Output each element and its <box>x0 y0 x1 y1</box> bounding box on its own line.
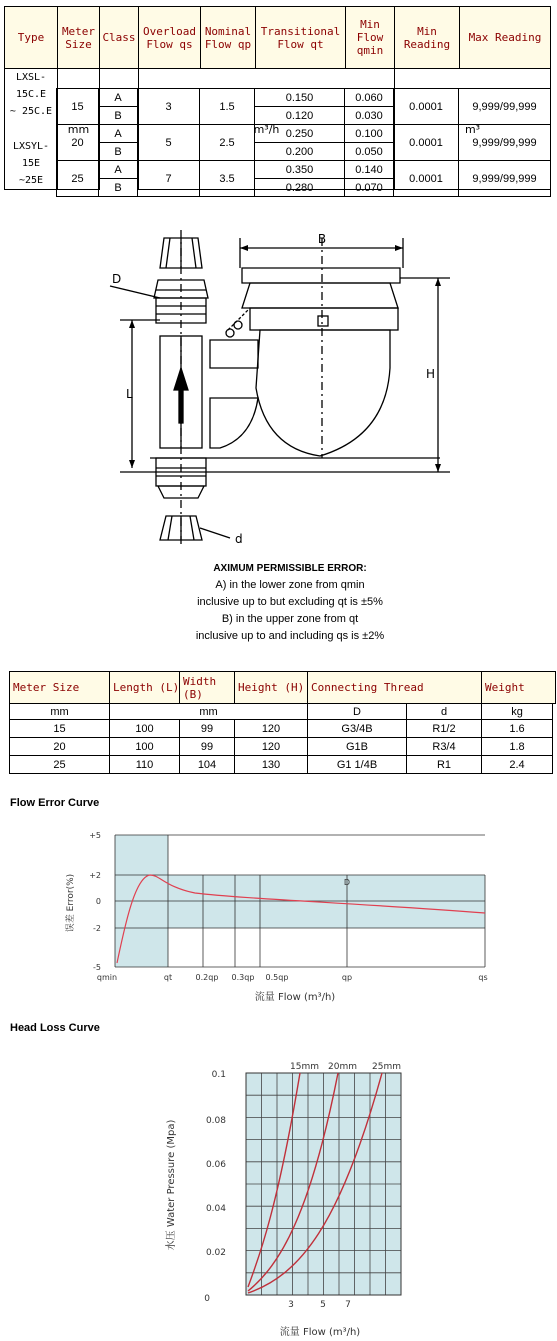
y-tick-01: 0.1 <box>211 1070 226 1080</box>
y-tick-m5: -5 <box>93 963 101 972</box>
spec-cell-min-flow: 0.050 <box>344 142 394 161</box>
dim-header-width: Width (B) <box>179 671 238 704</box>
dim-header-thread: Connecting Thread <box>307 671 485 704</box>
spec-cell-max-reading: 9,999/99,999 <box>458 160 551 197</box>
spec-cell-max-reading: 9,999/99,999 <box>458 124 551 161</box>
dim-cell-D: G1B <box>307 737 407 756</box>
spec-cell-min-flow: 0.140 <box>344 160 394 179</box>
header-nominal-flow: Nominal Flow qp <box>201 7 256 69</box>
type-cell: LXSL- 15C.E ~ 25C.E LXSYL- 15E ~25E <box>5 69 58 190</box>
y-tick-0: 0 <box>204 1294 210 1304</box>
max-error-line-1: A) in the lower zone from qmin <box>215 579 365 591</box>
spec-cell-transitional-flow: 0.120 <box>254 106 345 125</box>
y-tick-008: 0.08 <box>205 1116 226 1126</box>
dim-cell-height: 130 <box>234 755 308 774</box>
dim-cell-weight: 1.6 <box>481 719 553 738</box>
max-error-line-4: inclusive up to and including qs is ±2% <box>195 630 385 642</box>
spec-cell-transitional-flow: 0.280 <box>254 178 345 197</box>
dim-header-length: Length (L) <box>109 671 183 704</box>
spec-cell-overload-flow: 3 <box>137 88 200 125</box>
dim-cell-length: 100 <box>109 719 180 738</box>
header-type: Type <box>5 7 58 69</box>
series-label-20mm: 20mm <box>328 1062 357 1072</box>
spec-cell-class: B <box>98 106 138 125</box>
label-h: H <box>426 367 436 381</box>
dim-unit-size: mm <box>9 703 110 720</box>
max-error-title: AXIMUM PERMISSIBLE ERROR: <box>213 563 367 574</box>
dim-cell-length: 100 <box>109 737 180 756</box>
head-loss-xlabel: 流量 Flow (m³/h) <box>279 1327 361 1338</box>
spec-cell-class: B <box>98 178 138 197</box>
dim-header-height: Height (H) <box>234 671 311 704</box>
header-transitional-flow: Transitional Flow qt <box>256 7 346 69</box>
header-class: Class <box>100 7 139 69</box>
spec-cell-transitional-flow: 0.250 <box>254 124 345 143</box>
dim-cell-size: 25 <box>9 755 110 774</box>
label-l: L <box>126 387 133 401</box>
dim-unit-D: D <box>307 703 407 720</box>
x-tick-7: 7 <box>345 1300 351 1310</box>
spec-cell-class: A <box>98 124 138 143</box>
x-tick-qs: qs <box>478 973 488 982</box>
max-error-line-3: B) in the upper zone from qt <box>221 613 359 625</box>
spec-cell-min-flow: 0.030 <box>344 106 394 125</box>
spec-cell-min-reading: 0.0001 <box>393 160 459 197</box>
dim-unit-weight: kg <box>481 703 553 720</box>
dim-cell-height: 120 <box>234 719 308 738</box>
x-tick-3: 3 <box>288 1300 294 1310</box>
y-tick-002: 0.02 <box>205 1248 226 1258</box>
spec-cell-min-reading: 0.0001 <box>393 88 459 125</box>
label-b: B <box>317 232 327 246</box>
spec-cell-meter-size: 25 <box>56 160 99 197</box>
flow-error-title: Flow Error Curve <box>10 797 100 809</box>
dim-unit-mm: mm <box>109 703 308 720</box>
flow-error-chart <box>55 825 495 1010</box>
dim-header-meter-size: Meter Size <box>9 671 113 704</box>
y-tick-m2: -2 <box>93 924 101 933</box>
spec-cell-nominal-flow: 3.5 <box>199 160 255 197</box>
spec-cell-max-reading: 9,999/99,999 <box>458 88 551 125</box>
dim-cell-height: 120 <box>234 737 308 756</box>
spec-cell-min-flow: 0.060 <box>344 88 394 107</box>
label-d-upper: D <box>112 272 122 286</box>
dim-cell-width: 99 <box>179 737 235 756</box>
x-tick-02qp: 0.2qp <box>195 973 219 982</box>
dim-cell-D: G1 1/4B <box>307 755 407 774</box>
x-tick-03qp: 0.3qp <box>231 973 255 982</box>
head-loss-chart <box>160 1055 420 1341</box>
spec-cell-min-reading: 0.0001 <box>393 124 459 161</box>
meter-drawing <box>90 228 490 558</box>
dim-cell-d: R1 <box>406 755 482 774</box>
spec-cell-overload-flow: 5 <box>137 124 200 161</box>
spec-cell-nominal-flow: 1.5 <box>199 88 255 125</box>
spec-cell-class: B <box>98 142 138 161</box>
spec-cell-overload-flow: 7 <box>137 160 200 197</box>
y-tick-006: 0.06 <box>205 1160 226 1170</box>
dim-header-weight: Weight <box>481 671 556 704</box>
head-loss-title: Head Loss Curve <box>10 1022 100 1034</box>
dim-cell-size: 20 <box>9 737 110 756</box>
dim-cell-weight: 1.8 <box>481 737 553 756</box>
x-tick-qt: qt <box>163 973 173 982</box>
header-min-reading: Min Reading <box>395 7 460 69</box>
spec-cell-nominal-flow: 2.5 <box>199 124 255 161</box>
dim-cell-D: G3/4B <box>307 719 407 738</box>
max-error-line-2: inclusive up to but excluding qt is ±5% <box>197 596 383 608</box>
spec-cell-transitional-flow: 0.150 <box>254 88 345 107</box>
y-tick-p5: +5 <box>89 831 101 840</box>
spec-cell-min-flow: 0.100 <box>344 124 394 143</box>
flow-error-xlabel: 流量 Flow (m³/h) <box>254 992 336 1003</box>
spec-cell-class: A <box>98 160 138 179</box>
dim-unit-d: d <box>406 703 482 720</box>
spec-cell-min-flow: 0.070 <box>344 178 394 197</box>
x-tick-5: 5 <box>320 1300 326 1310</box>
series-label-25mm: 25mm <box>372 1062 401 1072</box>
max-error-block <box>150 560 430 645</box>
dim-cell-d: R1/2 <box>406 719 482 738</box>
header-max-reading: Max Reading <box>460 7 551 69</box>
unit-flow: m³/h <box>139 69 395 190</box>
dim-cell-weight: 2.4 <box>481 755 553 774</box>
header-overload-flow: Overload Flow qs <box>139 7 201 69</box>
label-d-lower: d <box>235 532 243 546</box>
header-meter-size: Meter Size <box>58 7 100 69</box>
header-min-flow: Min Flow qmin <box>346 7 395 69</box>
x-tick-qp: qp <box>341 973 353 982</box>
unit-reading: m³ <box>395 69 551 190</box>
spec-cell-class: A <box>98 88 138 107</box>
x-tick-qmin: qmin <box>96 973 118 982</box>
dim-cell-length: 110 <box>109 755 180 774</box>
x-tick-d: D <box>343 878 351 887</box>
flow-error-ylabel: 误差 Error(%) <box>66 873 76 933</box>
upper-zone-band <box>168 875 485 928</box>
series-label-15mm: 15mm <box>290 1062 319 1072</box>
spec-cell-transitional-flow: 0.350 <box>254 160 345 179</box>
y-tick-p2: +2 <box>89 871 101 880</box>
spec-cell-transitional-flow: 0.200 <box>254 142 345 161</box>
spec-cell-meter-size: 20 <box>56 124 99 161</box>
dim-cell-width: 104 <box>179 755 235 774</box>
dim-cell-d: R3/4 <box>406 737 482 756</box>
dim-cell-size: 15 <box>9 719 110 738</box>
unit-mm: mm <box>58 69 100 190</box>
y-tick-0: 0 <box>95 897 101 906</box>
spec-cell-meter-size: 15 <box>56 88 99 125</box>
head-loss-ylabel: 水压 Water Pressure (Mpa) <box>166 1119 177 1251</box>
x-tick-05qp: 0.5qp <box>265 973 289 982</box>
dim-cell-width: 99 <box>179 719 235 738</box>
y-tick-004: 0.04 <box>205 1204 226 1214</box>
